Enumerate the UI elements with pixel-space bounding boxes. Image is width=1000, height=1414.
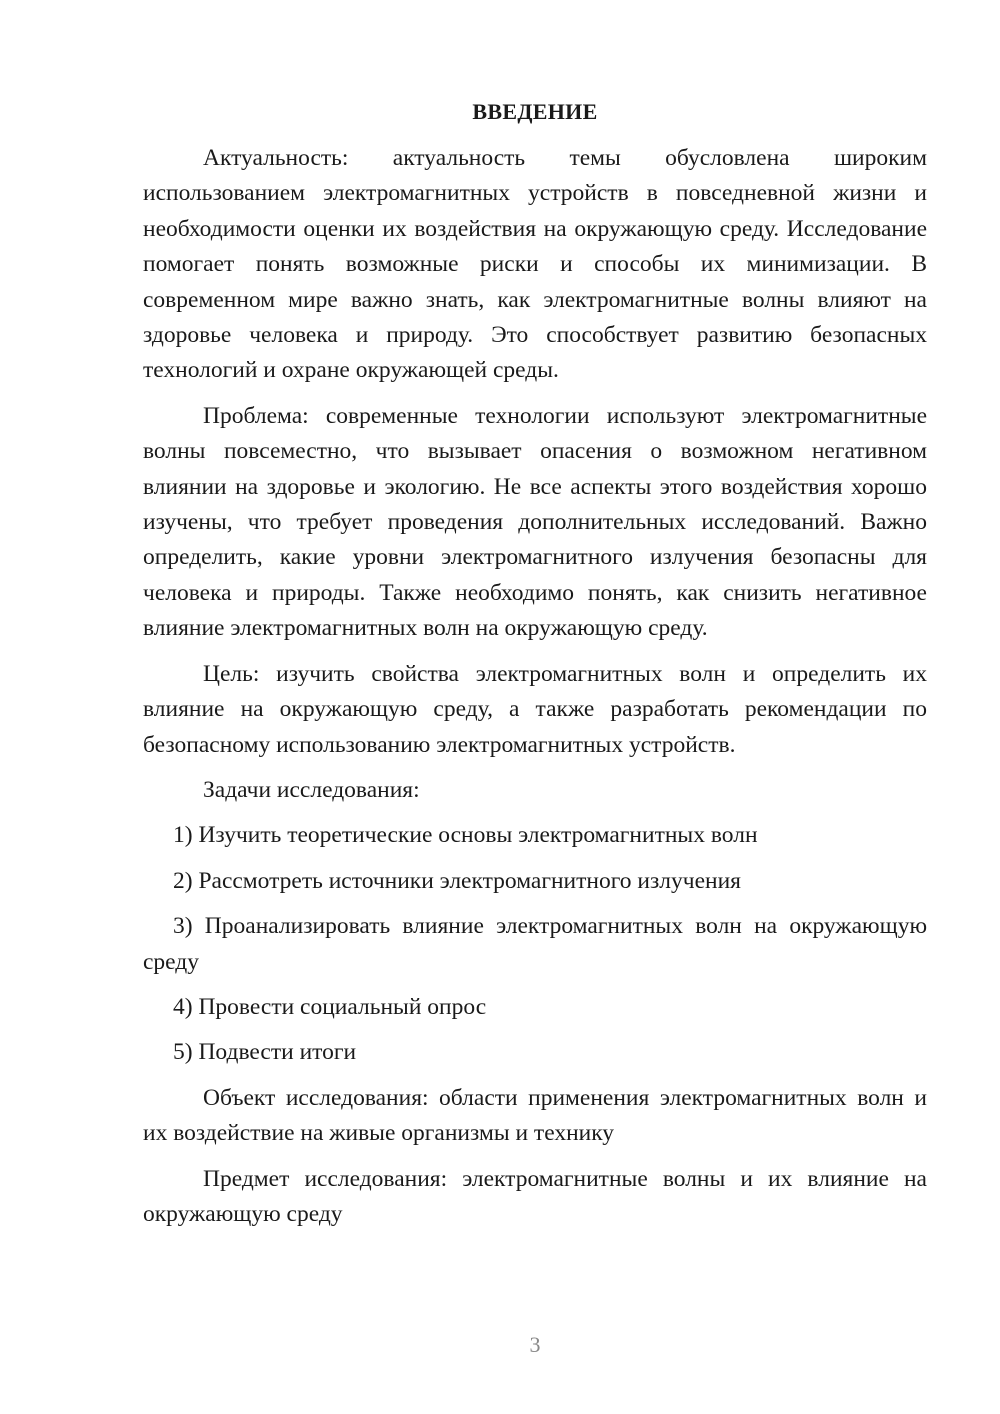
tasks-heading: Задачи исследования: (203, 776, 420, 803)
task-item-3: 3) Проанализировать влияние электромагнитных волн на окружающую среду (143, 913, 927, 975)
task-item-2: 2) Рассмотреть источники электромагнитного излучения (173, 867, 741, 894)
object-paragraph: Объект исследования: области применения электромагнитных волн и их воздействие на живые организмы и технику (143, 1084, 927, 1147)
problem-paragraph: Проблема: современные технологии используют электромагнитные волны повсеместно, что вызывает опасения о возможном негативном влиянии на здоровье и экологию. Не все аспекты этого воздействия хорошо изучены, что требует проведения дополнительных исследований. Важно определить, какие уровни электромагнитного излучения безопасны для человека и природы. Также необходимо понять, как снизить негативное влияние электромагнитных волн на окружающую среду. (143, 402, 927, 642)
page-title: ВВЕДЕНИЕ (472, 99, 598, 124)
relevance-paragraph: Актуальность: актуальность темы обусловлена широким использованием электромагнитных устройств в повседневной жизни и необходимости оценки их воздействия на окружающую среду. Исследование помогает понять возможные риски и способы их минимизации. В современном мире важно знать, как электромагнитные волны влияют на здоровье человека и природу. Это способствует развитию безопасных технологий и охране окружающей среды. (143, 145, 927, 384)
task-item-5: 5) Подвести итоги (173, 1039, 357, 1066)
task-item-1: 1) Изучить теоретические основы электромагнитных волн (173, 822, 758, 849)
subject-paragraph: Предмет исследования: электромагнитные волны и их влияние на окружающую среду (143, 1165, 927, 1227)
goal-paragraph: Цель: изучить свойства электромагнитных волн и определить их влияние на окружающую среду, а также разработать рекомендации по безопасному использованию электромагнитных устройств. (143, 660, 927, 758)
page-number: 3 (529, 1332, 541, 1357)
page-content (143, 94, 927, 1242)
task-item-4: 4) Провести социальный опрос (173, 993, 487, 1020)
